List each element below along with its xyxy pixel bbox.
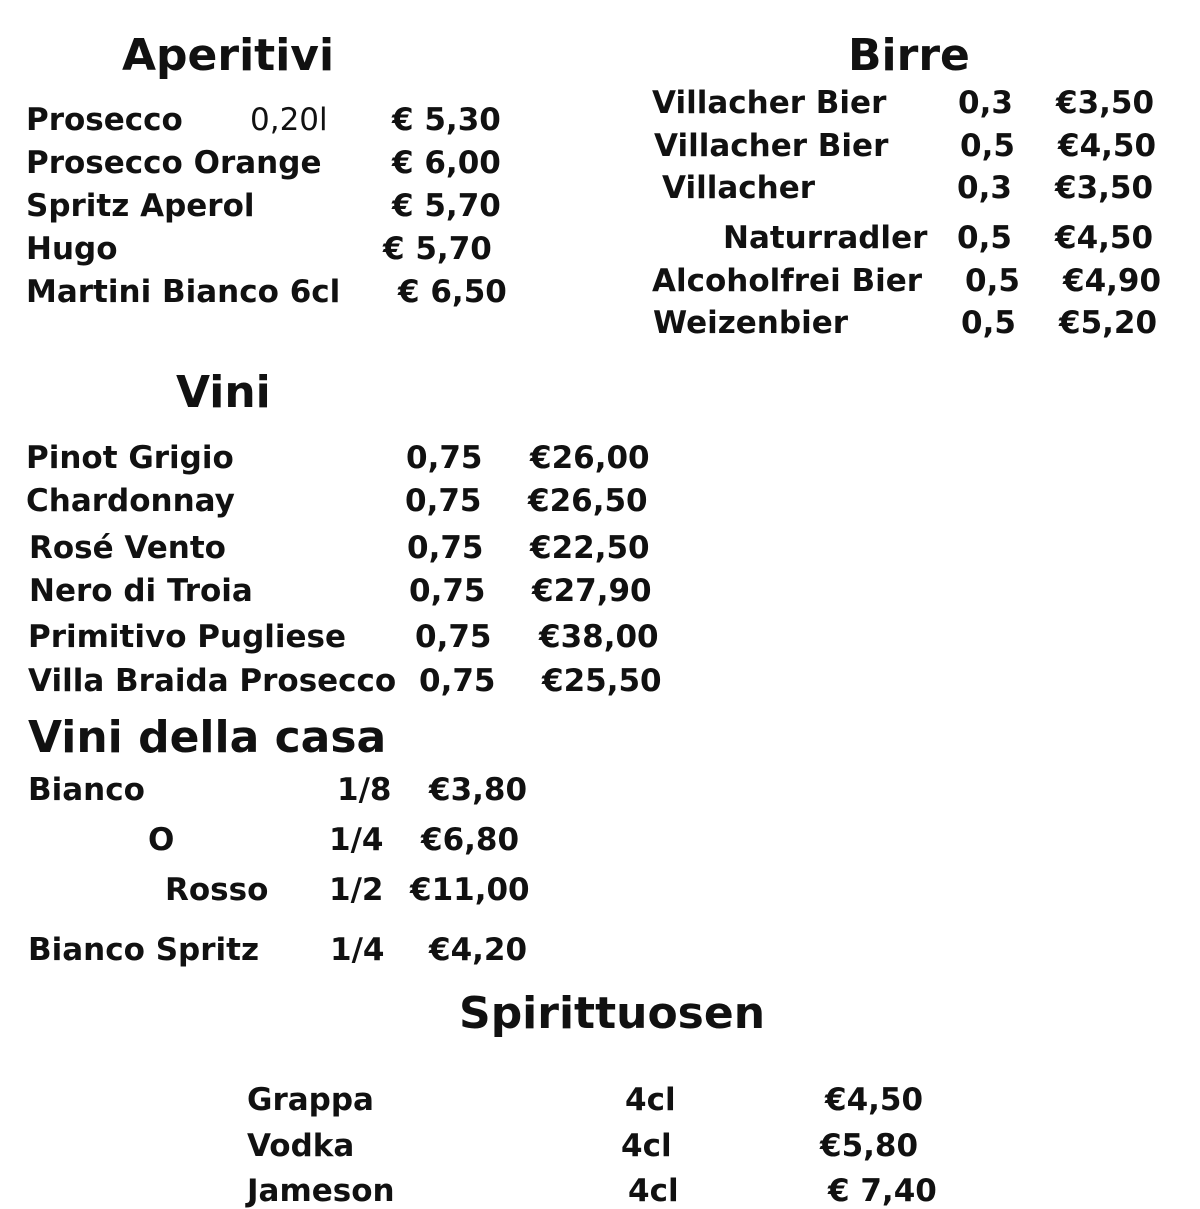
menu-item-size: 4cl — [621, 1128, 672, 1164]
menu-item-name: Hugo — [26, 231, 118, 267]
menu-item-name: Pinot Grigio — [26, 440, 234, 476]
menu-item-price: € 5,70 — [383, 231, 492, 267]
menu-item-name: Chardonnay — [26, 483, 235, 519]
menu-item-price: €6,80 — [421, 822, 520, 858]
menu-item-name: O — [148, 822, 175, 858]
menu-item-price: €25,50 — [542, 663, 662, 699]
menu-item-name: Spritz Aperol — [26, 188, 255, 224]
menu-item-name: Vodka — [247, 1128, 355, 1164]
menu-item-name: Naturradler — [723, 220, 928, 256]
menu-item-size: 0,75 — [415, 619, 492, 655]
menu-item-name: Villacher Bier — [654, 128, 889, 164]
menu-item-name: Primitivo Pugliese — [28, 619, 347, 655]
menu-item-size: 0,20l — [250, 102, 328, 138]
menu-item-name: Grappa — [247, 1082, 374, 1118]
menu-item-price: €11,00 — [410, 872, 530, 908]
menu-item-size: 4cl — [625, 1082, 676, 1118]
menu-item-name: Villacher Bier — [652, 85, 887, 121]
menu-item-name: Alcoholfrei Bier — [652, 263, 923, 299]
menu-item-price: € 5,70 — [392, 188, 501, 224]
menu-item-size: 1/2 — [329, 872, 384, 908]
menu-item-size: 1/4 — [330, 932, 385, 968]
spirituosen-title: Spirittuosen — [459, 988, 766, 1039]
menu-item-price: € 7,40 — [828, 1173, 937, 1209]
menu-item-name: Villacher — [662, 170, 816, 206]
menu-item-size: 0,5 — [961, 305, 1016, 341]
vini-casa-title: Vini della casa — [28, 712, 387, 763]
menu-item-price: € 6,00 — [392, 145, 501, 181]
menu-item-price: €4,50 — [1058, 128, 1157, 164]
menu-item-size: 0,5 — [957, 220, 1012, 256]
menu-item-size: 1/8 — [337, 772, 392, 808]
menu-item-price: €4,50 — [825, 1082, 924, 1118]
menu-item-size: 0,75 — [409, 573, 486, 609]
menu-item-name: Bianco — [28, 772, 145, 808]
menu-item-price: €3,80 — [429, 772, 528, 808]
menu-item-price: €4,20 — [429, 932, 528, 968]
menu-item-size: 0,75 — [407, 530, 484, 566]
menu-item-price: €3,50 — [1055, 170, 1154, 206]
menu-item-price: € 6,50 — [398, 274, 507, 310]
menu-item-price: €5,20 — [1059, 305, 1158, 341]
menu-item-name: Bianco Spritz — [28, 932, 260, 968]
menu-item-size: 0,75 — [419, 663, 496, 699]
menu-item-price: € 5,30 — [392, 102, 501, 138]
menu-item-size: 0,75 — [406, 440, 483, 476]
menu-item-name: Rosé Vento — [29, 530, 226, 566]
menu-item-price: €3,50 — [1056, 85, 1155, 121]
menu-item-size: 0,5 — [960, 128, 1015, 164]
menu-item-size: 1/4 — [329, 822, 384, 858]
menu-item-name: Nero di Troia — [29, 573, 253, 609]
menu-item-price: €4,50 — [1055, 220, 1154, 256]
menu-item-name: Prosecco Orange — [26, 145, 322, 181]
menu-item-size: 4cl — [628, 1173, 679, 1209]
menu-item-price: €4,90 — [1063, 263, 1162, 299]
menu-item-name: Jameson — [247, 1173, 395, 1209]
menu-item-price: €26,00 — [530, 440, 650, 476]
menu-item-price: €26,50 — [528, 483, 648, 519]
menu-item-name: Prosecco — [26, 102, 183, 138]
birre-title: Birre — [848, 30, 970, 81]
menu-item-price: €38,00 — [539, 619, 659, 655]
menu-item-size: 0,5 — [965, 263, 1020, 299]
menu-item-name: Martini Bianco 6cl — [26, 274, 341, 310]
menu-item-price: €22,50 — [530, 530, 650, 566]
menu-item-price: €5,80 — [820, 1128, 919, 1164]
menu-item-name: Weizenbier — [653, 305, 849, 341]
menu-item-price: €27,90 — [532, 573, 652, 609]
menu-item-size: 0,75 — [405, 483, 482, 519]
vini-title: Vini — [176, 367, 271, 418]
menu-item-size: 0,3 — [958, 85, 1013, 121]
menu-item-size: 0,3 — [957, 170, 1012, 206]
menu-item-name: Villa Braida Prosecco — [28, 663, 397, 699]
menu-item-name: Rosso — [165, 872, 269, 908]
aperitivi-title: Aperitivi — [122, 30, 335, 81]
